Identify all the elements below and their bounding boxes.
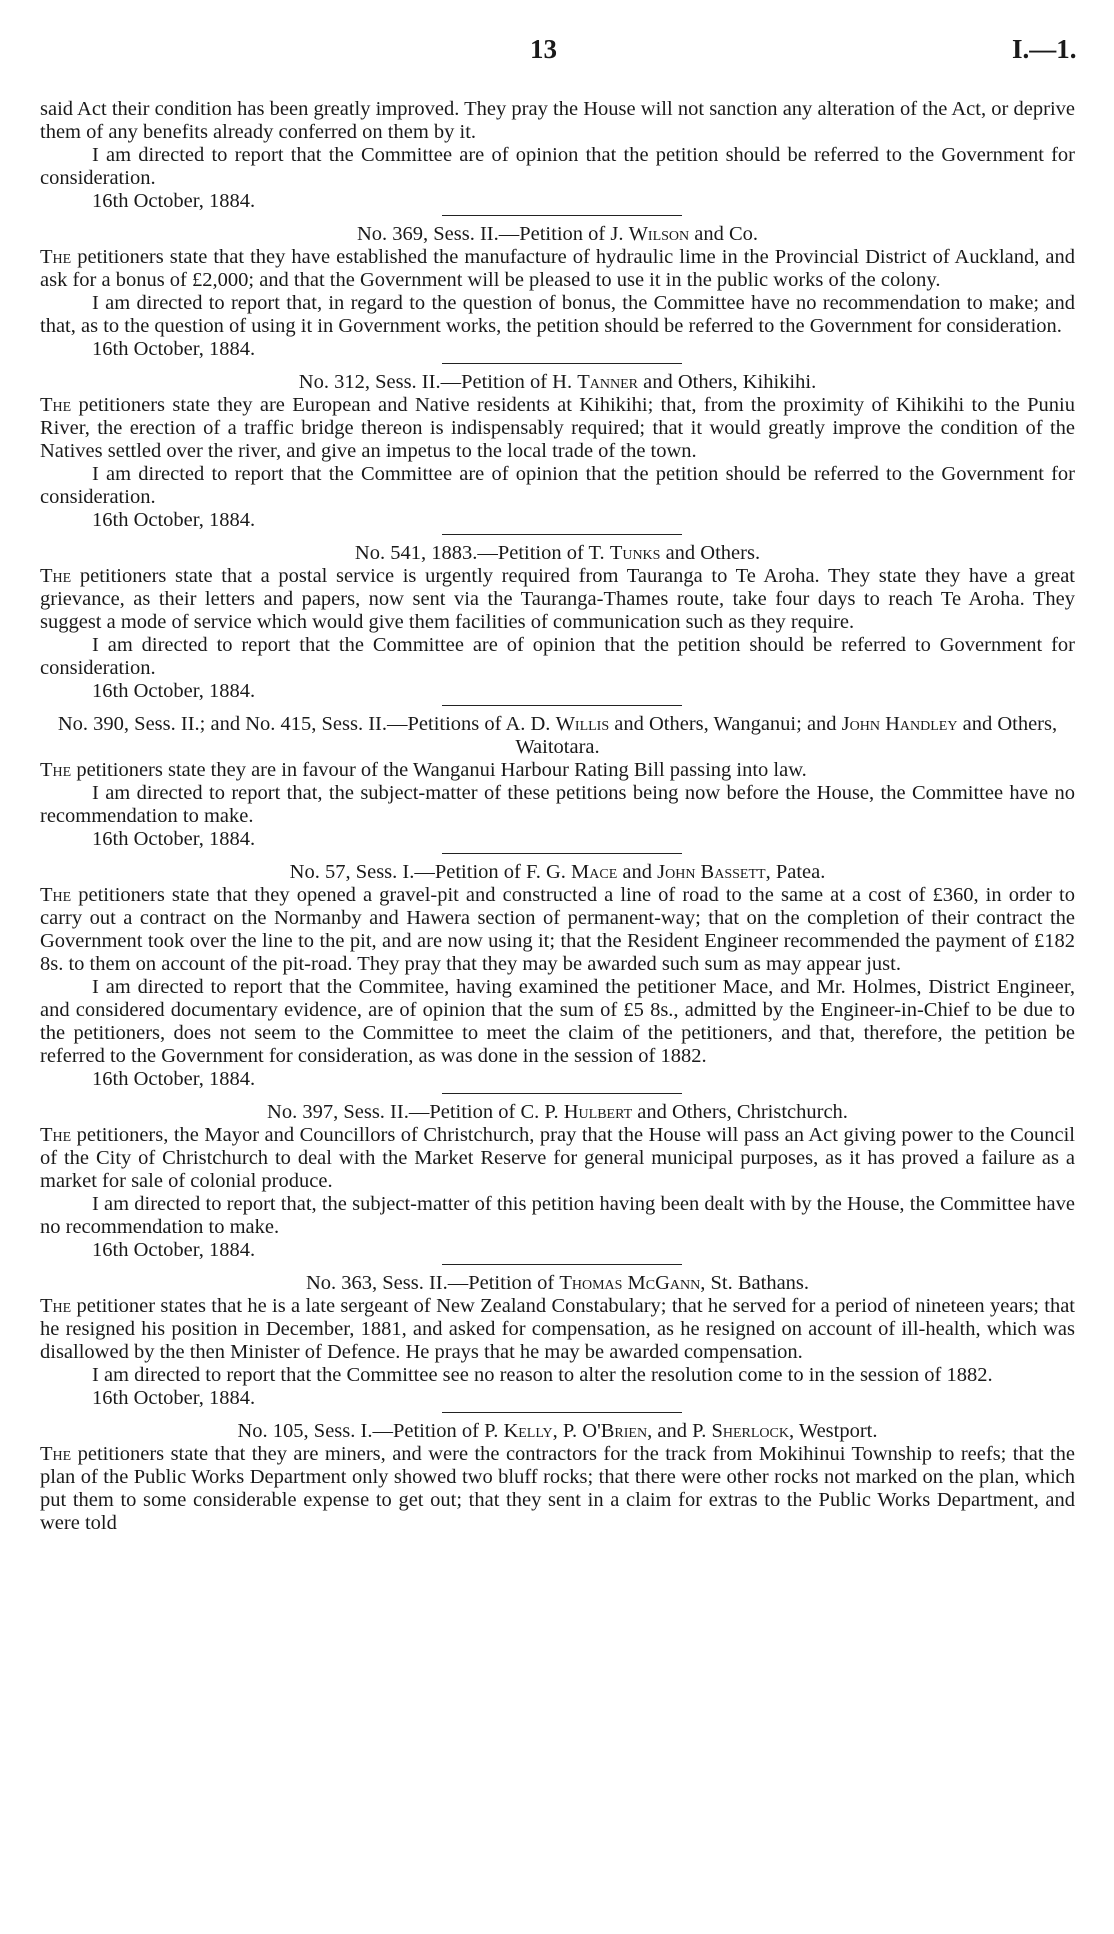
petition-statement: The petitioners state they are European and Native residents at Kihikihi; that, from the proximity of Kihikihi to the Puniu River, the erection of a traffic bridge thereon is indispensably required; that it would greatly improve the condition of the Natives settled over the river, and give an impetus to the local trade of the town. [40,394,1075,462]
petition-heading: No. 57, Sess. I.—Petition of F. G. Mace and John Bassett, Patea. [289,861,826,883]
petition-date: 16th October, 1884. [92,1239,256,1261]
petition-section [40,861,1075,1091]
petition-date: 16th October, 1884. [92,1068,256,1090]
petition-heading: No. 397, Sess. II.—Petition of C. P. Hulbert and Others, Christchurch. [267,1101,848,1123]
intro-report: I am directed to report that the Committee are of opinion that the petition should be referred to the Government for consideration. [40,144,1075,189]
petition-heading: No. 363, Sess. II.—Petition of Thomas McGann, St. Bathans. [305,1272,810,1294]
petition-section [40,542,1075,703]
petition-report: I am directed to report that, in regard to the question of bonus, the Committee have no recommendation to make; and that, as to the question of using it in Government works, the petition should be referred to the Government for consideration. [40,292,1075,337]
petition-section [40,1272,1075,1410]
petition-report: I am directed to report that the Committee are of opinion that the petition should be referred to the Government for consideration. [40,463,1075,508]
petition-statement: The petitioners state that they have established the manufacture of hydraulic lime in the Provincial District of Auckland, and ask for a bonus of £2,000; and that the Government will be pleased to use it in the public works of the colony. [40,246,1075,291]
petition-section [40,371,1075,532]
petition-statement: The petitioners state that a postal service is urgently required from Tauranga to Te Aroha. They state they have a great grievance, as their letters and papers, now sent via the Tauranga-Thames route, take four days to reach Te Aroha. They suggest a mode of service which would give them facilities of communication such as they require. [40,565,1075,633]
petition-statement: The petitioners state they are in favour of the Wanganui Harbour Rating Bill passing into law. [40,759,807,781]
petition-date: 16th October, 1884. [92,509,256,531]
section-divider [442,215,682,216]
petition-date: 16th October, 1884. [92,680,256,702]
petition-section [40,1101,1075,1262]
section-divider [442,363,682,364]
petition-heading: No. 390, Sess. II.; and No. 415, Sess. II.—Petitions of A. D. Willis and Others, Wanganui; and John Handley and Others, Waitotara. [57,713,1058,758]
intro-date: 16th October, 1884. [92,190,256,212]
petition-heading: No. 541, 1883.—Petition of T. Tunks and Others. [354,542,761,564]
page-body [40,98,1075,1535]
section-divider [442,853,682,854]
petition-date: 16th October, 1884. [92,828,256,850]
intro-paragraph: said Act their condition has been greatly improved. They pray the House will not sanction any alteration of the Act, or deprive them of any benefits already conferred on them by it. [40,98,1075,143]
petition-statement: The petitioners state that they are miners, and were the contractors for the track from Mokihinui Township to reefs; that the plan of the Public Works Department only showed two bluff rocks; that there were other rocks not marked on the plan, which put them to some considerable expense to get out; that they sent in a claim for extras to the Public Works Department, and were told [40,1443,1075,1534]
section-divider [442,705,682,706]
petition-statement: The petitioners state that they opened a gravel-pit and constructed a line of road to the same at a cost of £360, in order to carry out a contract on the Normanby and Hawera section of permanent-way; that on the completion of their contract the Government took over the line to the pit, and are now using it; that the Resident Engineer recommended the payment of £182 8s. to them on account of the pit-road. They pray that they may be awarded such sum as may appear just. [40,884,1075,975]
petition-date: 16th October, 1884. [92,1387,256,1409]
document-code: I.—1. [1012,34,1077,64]
petition-heading: No. 105, Sess. I.—Petition of P. Kelly, P. O'Brien, and P. Sherlock, Westport. [237,1420,878,1442]
section-divider [442,1093,682,1094]
section-divider [442,1412,682,1413]
petition-section [40,223,1075,361]
petition-report: I am directed to report that the Committee see no reason to alter the resolution come to in the session of 1882. [92,1364,993,1386]
petition-statement: The petitioners, the Mayor and Councillors of Christchurch, pray that the House will pass an Act giving power to the Council of the City of Christchurch to deal with the Market Reserve for general municipal purposes, as it has proved a failure as a market for sale of colonial produce. [40,1124,1075,1192]
petition-report: I am directed to report that, the subject-matter of these petitions being now before the House, the Committee have no recommendation to make. [40,782,1075,827]
petition-report: I am directed to report that the Commitee, having examined the petitioner Mace, and Mr. Holmes, District Engineer, and considered documentary evidence, are of opinion that the sum of £5 8s., admitted by the Engineer-in-Chief to be due to the petitioners, does not seem to the Committee to meet the claim of the petitioners, and that, therefore, the petition be referred to the Government for consideration, as was done in the session of 1882. [40,976,1075,1067]
petition-heading: No. 312, Sess. II.—Petition of H. Tanner and Others, Kihikihi. [298,371,817,393]
petition-report: I am directed to report that the Committee are of opinion that the petition should be referred to Government for consideration. [40,634,1075,679]
petition-heading: No. 369, Sess. II.—Petition of J. Wilson and Co. [356,223,759,245]
petition-date: 16th October, 1884. [92,338,256,360]
petition-statement: The petitioner states that he is a late sergeant of New Zealand Constabulary; that he served for a period of nineteen years; that he resigned his position in December, 1881, and asked for compensation, as he resigned on account of ill-health, which was disallowed by the then Minister of Defence. He prays that he may be awarded compensation. [40,1295,1075,1363]
page-number: 13 [530,34,557,64]
section-divider [442,534,682,535]
section-divider [442,1264,682,1265]
petition-section [40,713,1075,851]
petition-report: I am directed to report that, the subject-matter of this petition having been dealt with by the House, the Committee have no recommendation to make. [40,1193,1075,1238]
petition-section [40,1420,1075,1535]
